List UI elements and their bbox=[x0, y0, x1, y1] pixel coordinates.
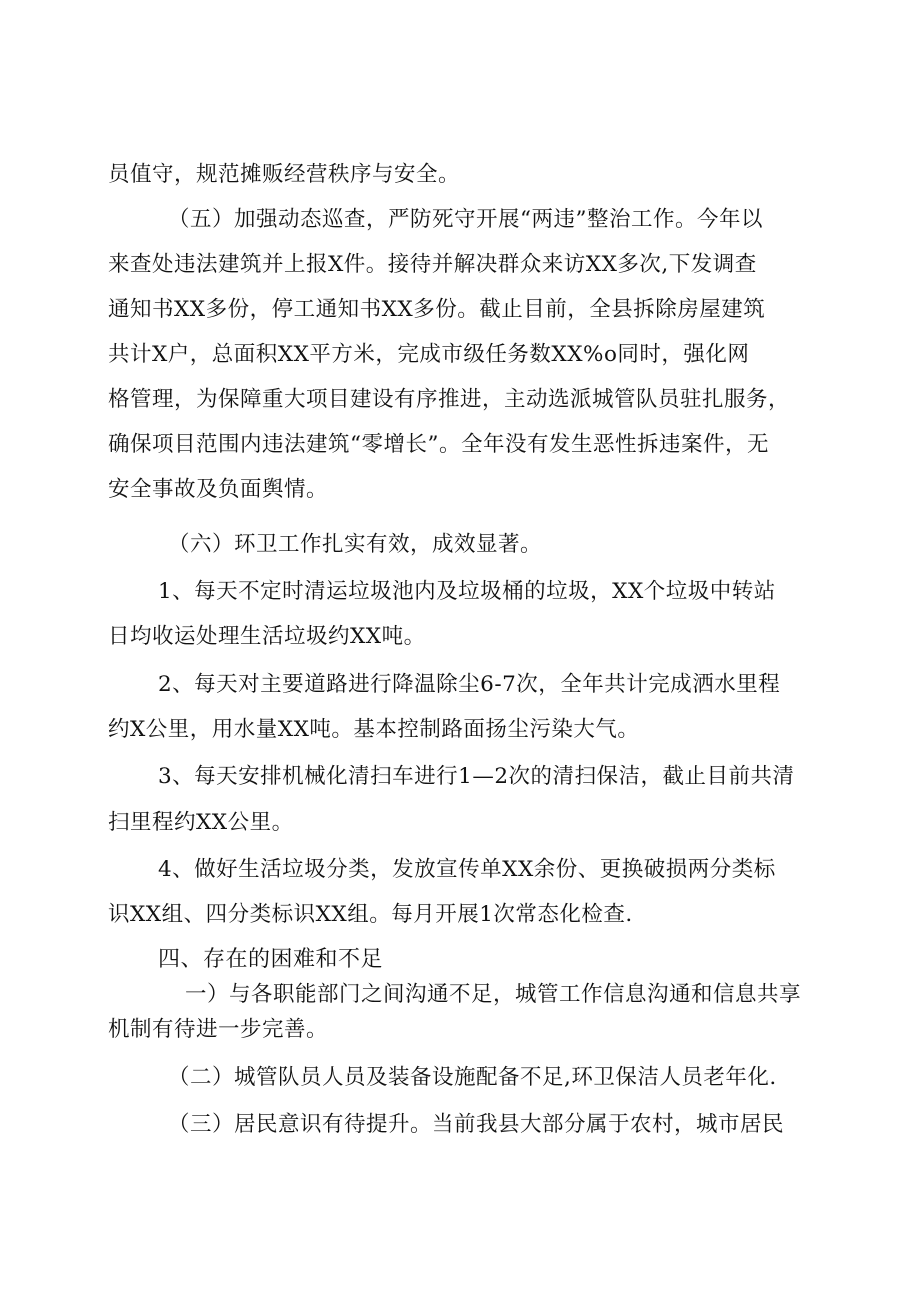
paragraph-line-5: 共计X户，总面积XX平方米，完成市级任务数XX%o同时，强化网 bbox=[108, 342, 750, 367]
paragraph-line-1: 员值守，规范摊贩经营秩序与安全。 bbox=[108, 162, 461, 187]
paragraph-line-14: 3、每天安排机械化清扫车进行1—2次的清扫保洁，截止目前共清 bbox=[158, 764, 795, 789]
paragraph-line-21: （二）城管队员人员及装备设施配备不足,环卫保洁人员老年化. bbox=[168, 1065, 777, 1090]
paragraph-line-2: （五）加强动态巡查，严防死守开展“两违”整治工作。今年以 bbox=[168, 207, 763, 232]
paragraph-line-17: 识XX组、四分类标识XX组。每月开展1次常态化检查. bbox=[108, 902, 633, 927]
paragraph-line-6: 格管理，为保障重大项目建设有序推进，主动选派城管队员驻扎服务， bbox=[108, 387, 791, 412]
paragraph-line-11: 日均收运处理生活垃圾约XX吨。 bbox=[108, 624, 426, 649]
paragraph-line-15: 扫里程约XX公里。 bbox=[108, 810, 294, 835]
paragraph-line-13: 约X公里，用水量XX吨。基本控制路面扬尘污染大气。 bbox=[108, 717, 640, 742]
paragraph-line-7: 确保项目范围内违法建筑“零增长”。全年没有发生恶性拆违案件，无 bbox=[108, 432, 769, 457]
paragraph-line-3: 来查处违法建筑并上报X件。接待并解决群众来访XX多次,下发调查 bbox=[108, 252, 757, 277]
paragraph-line-10: 1、每天不定时清运垃圾池内及垃圾桶的垃圾，XX个垃圾中转站 bbox=[158, 579, 776, 604]
paragraph-line-20: 机制有待进一步完善。 bbox=[108, 1017, 329, 1042]
paragraph-line-16: 4、做好生活垃圾分类，发放宣传单XX余份、更换破损两分类标 bbox=[158, 857, 776, 882]
paragraph-line-19: 一）与各职能部门之间沟通不足，城管工作信息沟通和信息共享 bbox=[185, 982, 802, 1007]
paragraph-line-12: 2、每天对主要道路进行降温除尘6-7次，全年共计完成洒水里程 bbox=[158, 672, 781, 697]
paragraph-line-4: 通知书XX多份，停工通知书XX多份。截止目前，全县拆除房屋建筑 bbox=[108, 297, 766, 322]
section-heading: 四、存在的困难和不足 bbox=[158, 947, 384, 972]
paragraph-line-9: （六）环卫工作扎实有效，成效显著。 bbox=[168, 532, 543, 557]
paragraph-line-22: （三）居民意识有待提升。当前我县大部分属于农村，城市居民 bbox=[168, 1112, 785, 1137]
paragraph-line-8: 安全事故及负面舆情。 bbox=[108, 477, 329, 502]
